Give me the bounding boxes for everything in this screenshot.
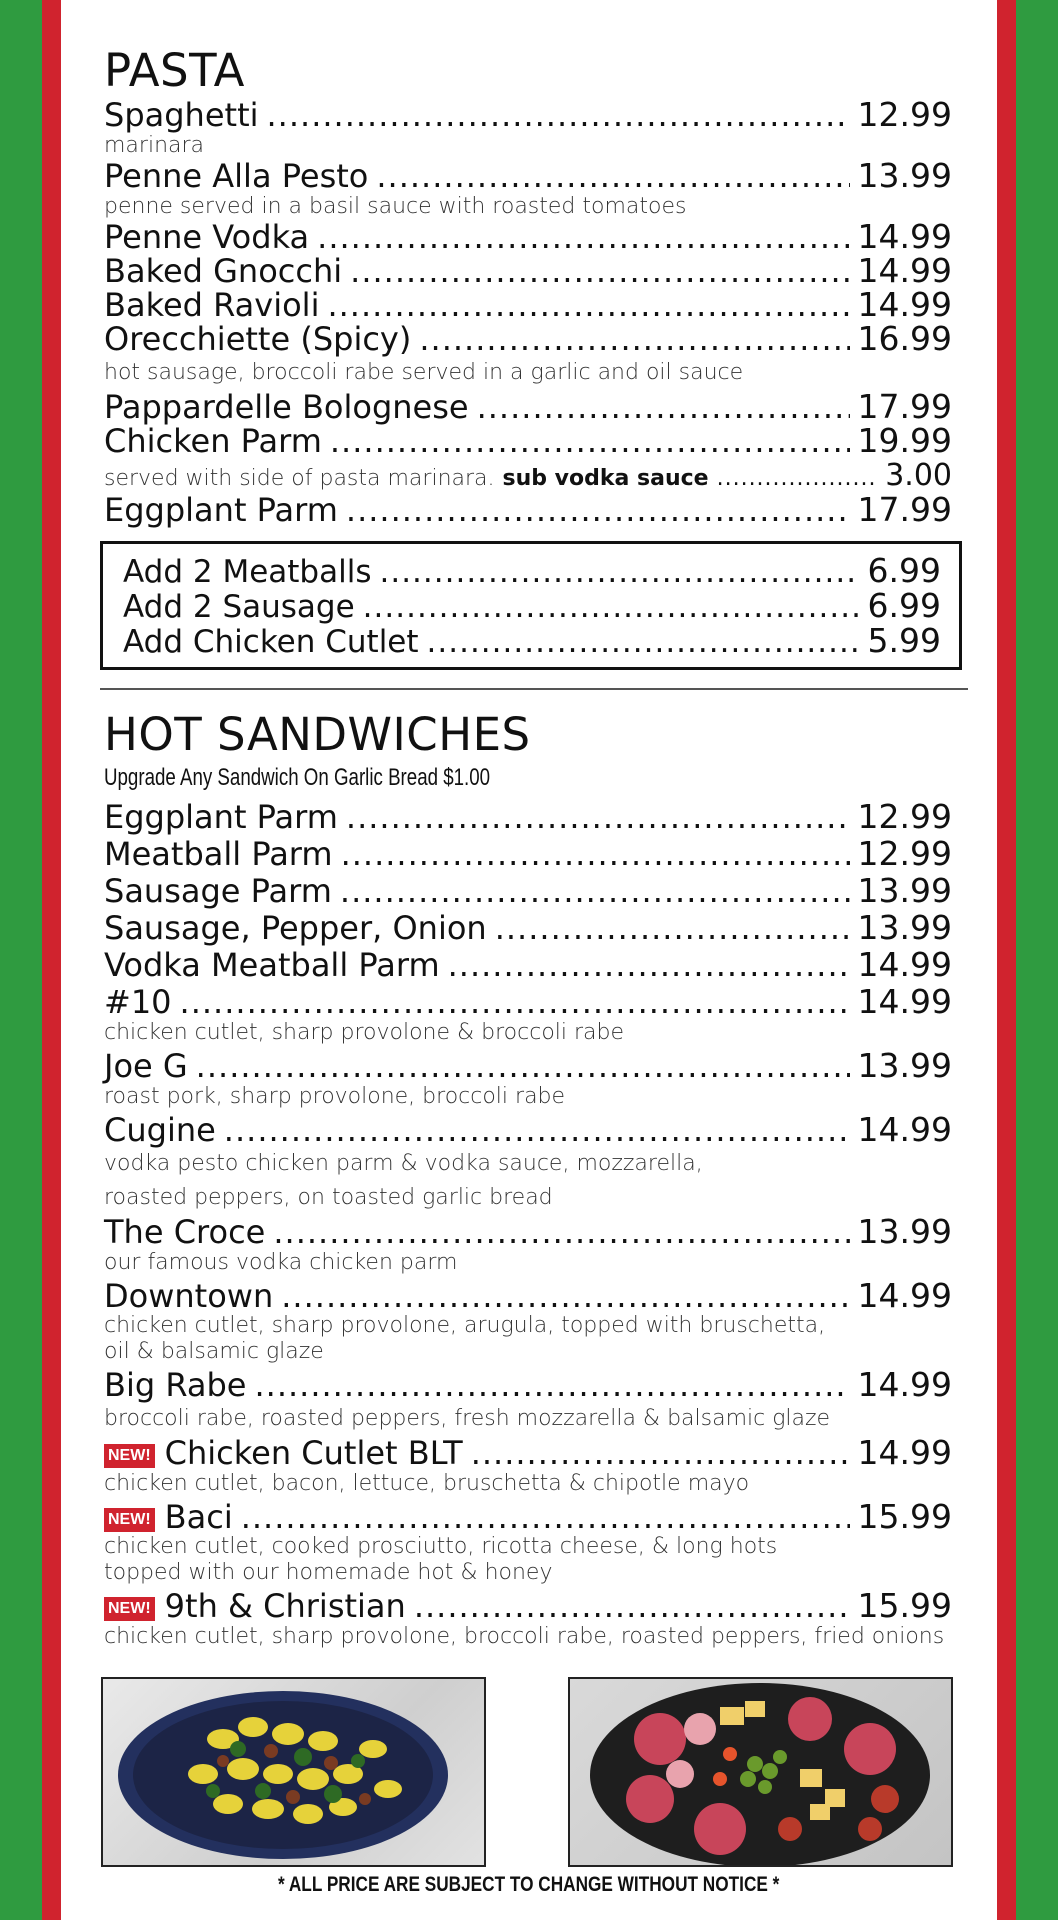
item-name: #10: [104, 983, 172, 1021]
dot-leader: [346, 493, 850, 527]
addon-item: [123, 621, 941, 660]
item-description: roast pork, sharp provolone, broccoli rabe: [104, 1084, 566, 1109]
addon-price: 5.99: [867, 621, 941, 660]
price-disclaimer: [0, 1873, 1058, 1897]
item-price: 13.99: [857, 908, 952, 947]
item-description-line2: topped with our homemade hot & honey: [104, 1560, 553, 1585]
item-name: Vodka Meatball Parm: [104, 946, 440, 984]
upcharge-label: sub vodka sauce: [502, 466, 709, 491]
item-name: Spaghetti: [104, 96, 259, 134]
dot-leader: [317, 220, 849, 254]
menu-item: [104, 251, 952, 290]
item-name-wrap: [104, 1589, 406, 1623]
item-name: The Croce: [104, 1213, 266, 1251]
item-name: Eggplant Parm: [104, 798, 338, 836]
item-price: 14.99: [857, 251, 952, 290]
dot-leader: [477, 390, 850, 424]
item-name: Penne Alla Pesto: [104, 157, 369, 195]
menu-item: [104, 421, 952, 460]
item-name: Baked Gnocchi: [104, 252, 343, 290]
menu-item: [104, 908, 952, 947]
menu-item: [104, 834, 952, 873]
item-name: Chicken Cutlet BLT: [164, 1434, 463, 1472]
menu-item: [104, 1586, 952, 1625]
item-description: our famous vodka chicken parm: [104, 1250, 458, 1275]
orecchiette-photo: [101, 1677, 486, 1867]
item-description: chicken cutlet, sharp provolone, arugula, topped with bruschetta,: [104, 1313, 826, 1338]
menu-item: [104, 490, 952, 529]
menu-item: [104, 871, 952, 910]
item-description: chicken cutlet, bacon, lettuce, bruschetta & chipotle mayo: [104, 1471, 750, 1496]
section-subtitle: Upgrade Any Sandwich On Garlic Bread $1.00: [104, 764, 491, 791]
item-name: Baci: [164, 1498, 233, 1536]
left-red-stripe: [42, 0, 61, 1920]
item-name: Joe G: [104, 1047, 188, 1085]
item-price: 14.99: [857, 982, 952, 1021]
item-name: Sausage Parm: [104, 872, 332, 910]
item-price: 14.99: [857, 285, 952, 324]
antipasto-platter-photo: [568, 1677, 953, 1867]
dot-leader: [241, 1500, 850, 1534]
addon-price: 6.99: [867, 586, 941, 625]
section-divider: [100, 688, 968, 690]
dot-leader: [273, 1215, 849, 1249]
item-price: 12.99: [857, 797, 952, 836]
addon-name: Add 2 Meatballs: [123, 554, 372, 590]
item-price: 14.99: [857, 1433, 952, 1472]
section-hot-sandwiches: [104, 708, 952, 1650]
upcharge-price: 3.00: [885, 458, 952, 493]
dot-leader: [379, 555, 859, 589]
dot-leader: [427, 625, 860, 659]
item-name: 9th & Christian: [164, 1587, 406, 1625]
item-price: 12.99: [857, 95, 952, 134]
menu-item: [104, 156, 952, 195]
item-price: 13.99: [857, 156, 952, 195]
addon-price: 6.99: [867, 551, 941, 590]
item-description-line2: roasted peppers, on toasted garlic bread: [104, 1185, 553, 1210]
item-description: penne served in a basil sauce with roasted tomatoes: [104, 194, 687, 219]
menu-item: [104, 982, 952, 1021]
dot-leader: [196, 1049, 850, 1083]
item-price: 15.99: [857, 1497, 952, 1536]
dot-leader: [341, 837, 850, 871]
item-price: 13.99: [857, 1046, 952, 1085]
dot-leader: [281, 1279, 849, 1313]
menu-item: [104, 1365, 952, 1404]
item-name: Meatball Parm: [104, 835, 333, 873]
item-description-line2: oil & balsamic glaze: [104, 1339, 324, 1364]
food-photos: [101, 1677, 952, 1867]
item-name: Eggplant Parm: [104, 491, 338, 529]
item-name: Penne Vodka: [104, 218, 310, 256]
item-description: marinara: [104, 133, 205, 158]
dot-leader: [363, 590, 860, 624]
item-description: vodka pesto chicken parm & vodka sauce, mozzarella,: [104, 1151, 703, 1176]
menu-item: [104, 319, 952, 358]
dot-leader: [327, 288, 849, 322]
item-price: 17.99: [857, 387, 952, 426]
menu-item: [104, 1433, 952, 1472]
addon-item: [123, 586, 941, 625]
upcharge-row: [104, 458, 952, 493]
item-name: Sausage, Pepper, Onion: [104, 909, 487, 947]
item-price: 14.99: [857, 1110, 952, 1149]
item-name: Baked Ravioli: [104, 286, 320, 324]
addon-name: Add 2 Sausage: [123, 589, 355, 625]
dot-leader: [419, 322, 849, 356]
item-price: 17.99: [857, 490, 952, 529]
item-price: 19.99: [857, 421, 952, 460]
item-price: 15.99: [857, 1586, 952, 1625]
dot-leader: [495, 911, 850, 945]
menu-item: [104, 217, 952, 256]
menu-item: [104, 1110, 952, 1149]
dot-leader: [340, 874, 850, 908]
dot-leader: [376, 159, 849, 193]
menu-item: [104, 945, 952, 984]
item-description: chicken cutlet, cooked prosciutto, ricotta cheese, & long hots: [104, 1534, 778, 1559]
addons-box: [100, 541, 962, 670]
menu-item: [104, 387, 952, 426]
dot-leader: [471, 1436, 850, 1470]
item-price: 14.99: [857, 945, 952, 984]
menu-item: [104, 797, 952, 836]
new-badge: NEW!: [104, 1508, 155, 1532]
item-price: 13.99: [857, 871, 952, 910]
item-name: Downtown: [104, 1277, 274, 1315]
dot-leader: [346, 800, 850, 834]
item-name-wrap: [104, 1436, 463, 1470]
menu-item: [104, 1497, 952, 1536]
item-description: broccoli rabe, roasted peppers, fresh mozzarella & balsamic glaze: [104, 1406, 831, 1431]
item-price: 14.99: [857, 217, 952, 256]
menu-item: [104, 1212, 952, 1251]
menu-content: [104, 44, 952, 1650]
right-red-stripe: [997, 0, 1016, 1920]
dot-leader: [254, 1368, 849, 1402]
addon-item: [123, 551, 941, 590]
menu-item: [104, 95, 952, 134]
dot-leader: [180, 985, 850, 1019]
item-price: 14.99: [857, 1365, 952, 1404]
item-name-wrap: [104, 1500, 233, 1534]
item-name: Cugine: [104, 1111, 216, 1149]
dot-leader: [350, 254, 849, 288]
new-badge: NEW!: [104, 1444, 155, 1468]
section-title: PASTA: [104, 44, 245, 97]
item-description: served with side of pasta marinara.: [104, 466, 495, 491]
right-green-stripe: [1016, 0, 1058, 1920]
item-description: chicken cutlet, sharp provolone, broccoli rabe, roasted peppers, fried onions: [104, 1624, 945, 1649]
item-name: Pappardelle Bolognese: [104, 388, 469, 426]
disclaimer-text: * ALL PRICE ARE SUBJECT TO CHANGE WITHOUT NOTICE *: [278, 1873, 780, 1896]
item-price: 16.99: [857, 319, 952, 358]
item-name: Chicken Parm: [104, 422, 322, 460]
dot-leader: [414, 1589, 850, 1623]
left-green-stripe: [0, 0, 42, 1920]
dot-leader: [224, 1113, 850, 1147]
item-description: hot sausage, broccoli rabe served in a garlic and oil sauce: [104, 360, 744, 385]
menu-item: [104, 1046, 952, 1085]
item-name: Big Rabe: [104, 1366, 247, 1404]
item-name: Orecchiette (Spicy): [104, 320, 412, 358]
item-price: 12.99: [857, 834, 952, 873]
menu-item: [104, 1276, 952, 1315]
dot-leader: [267, 98, 850, 132]
dot-leader: [448, 948, 850, 982]
menu-item: [104, 285, 952, 324]
item-price: 14.99: [857, 1276, 952, 1315]
item-description: chicken cutlet, sharp provolone & broccoli rabe: [104, 1020, 625, 1045]
new-badge: NEW!: [104, 1597, 155, 1621]
addon-name: Add Chicken Cutlet: [123, 624, 419, 660]
section-title: HOT SANDWICHES: [104, 708, 531, 761]
item-price: 13.99: [857, 1212, 952, 1251]
dot-leader: [717, 466, 878, 491]
section-pasta: [104, 44, 952, 670]
dot-leader: [330, 424, 850, 458]
